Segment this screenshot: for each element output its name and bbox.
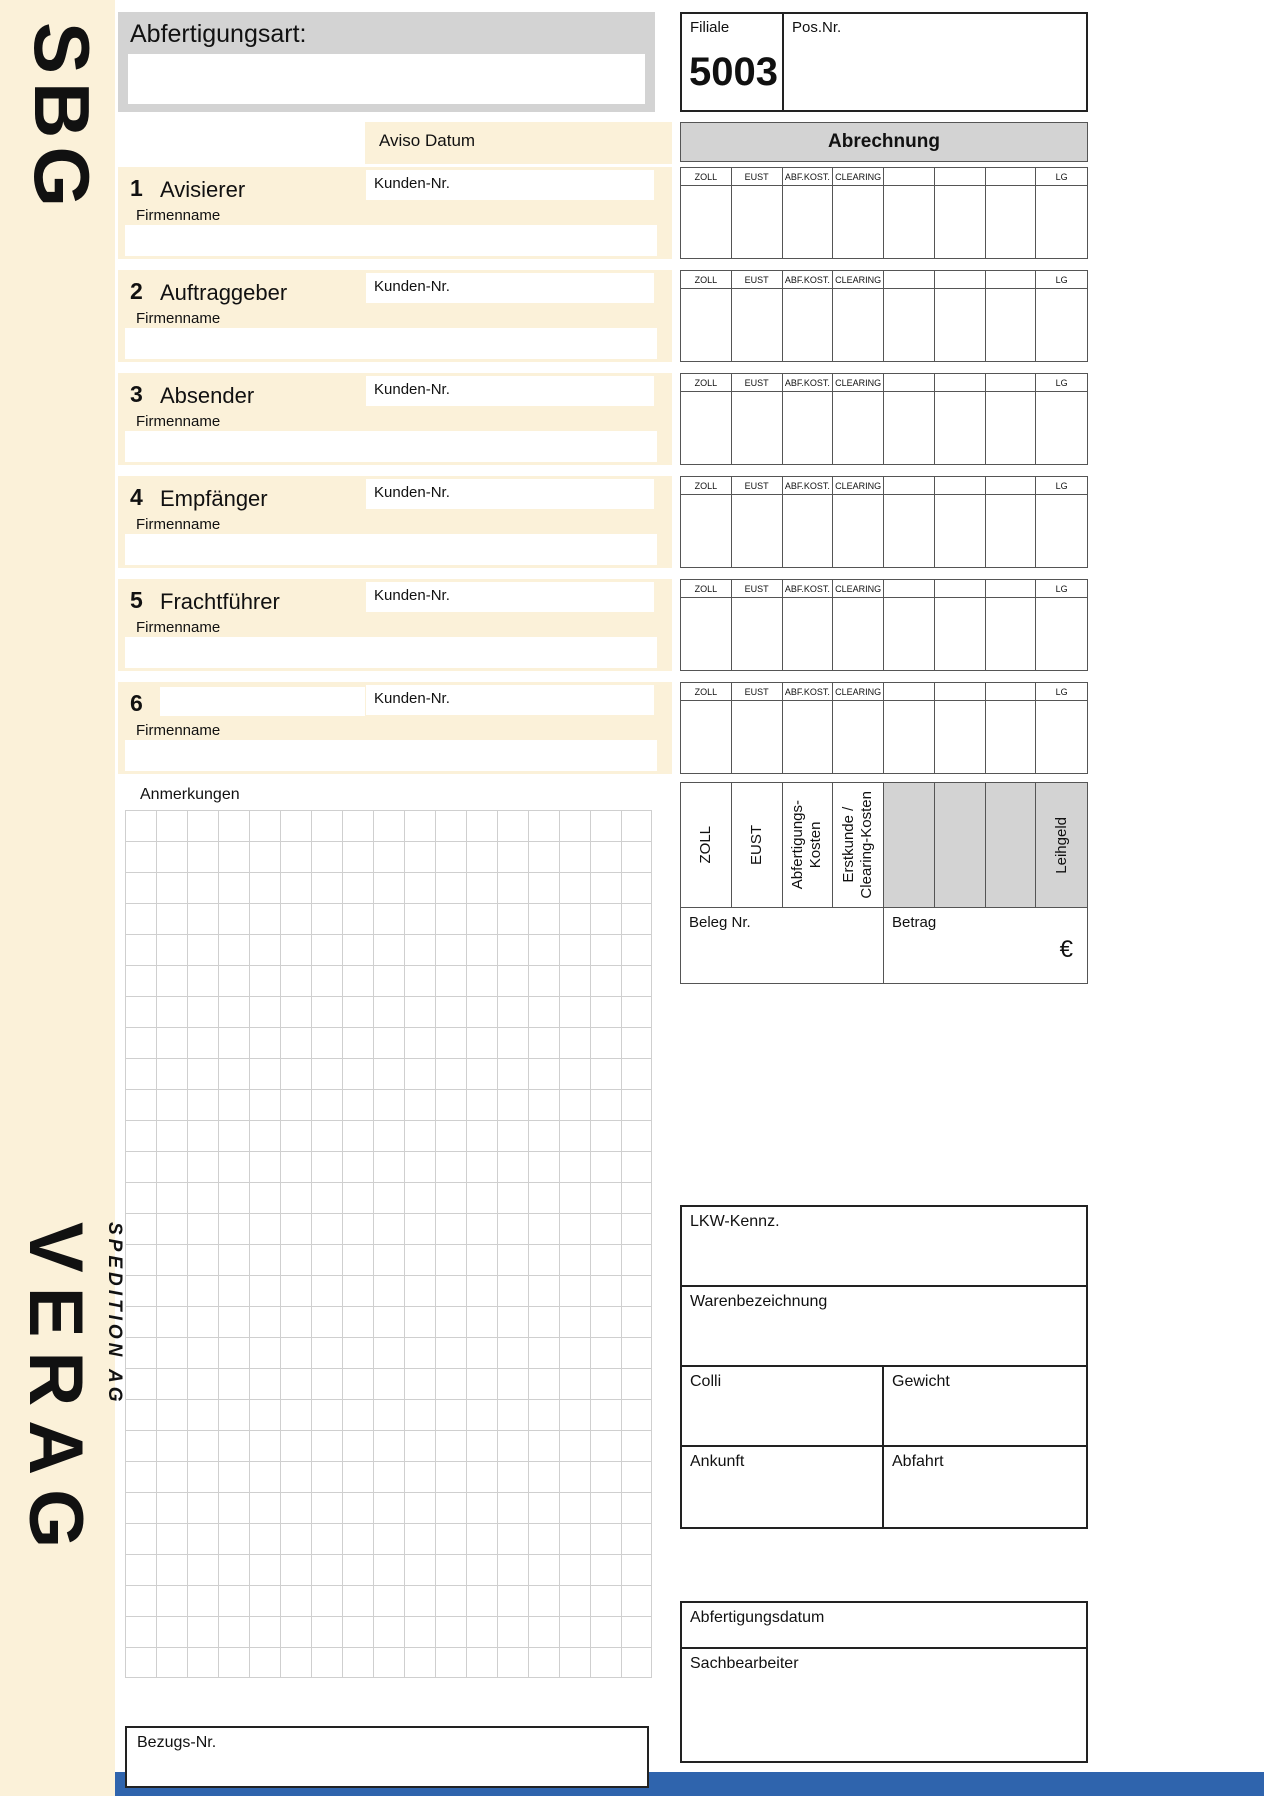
abrechnung-row-table [680,167,1088,259]
abfertigungskosten-label-line2: Kosten [807,821,825,869]
col-blank [986,477,1037,495]
eust-vertical-label: EUST [747,824,765,865]
amount-cell[interactable] [935,701,986,773]
col-blank [986,168,1037,186]
verag-title: VERAG [13,1222,98,1563]
party-name-label: Avisierer [160,177,246,202]
summary-col-blank [935,783,986,907]
amount-cell[interactable] [986,289,1037,361]
kunden-nr-input[interactable] [366,479,654,509]
firmenname-label: Firmenname [136,207,221,224]
col-blank [986,580,1037,598]
summary-col-blank [884,783,935,907]
filiale-cell [682,14,784,110]
amount-cell[interactable] [935,392,986,464]
kunden-nr-label: Kunden-Nr. [374,175,450,192]
filiale-label: Filiale [690,19,730,36]
party-number: 3 [130,381,143,407]
col-lg: LG [1036,374,1087,392]
amount-cell[interactable] [833,598,884,670]
abfahrt-label: Abfahrt [892,1453,944,1470]
col-zoll: ZOLL [681,580,732,598]
amount-cell[interactable] [833,701,884,773]
col-blank [884,374,935,392]
ankunft-abfahrt-row [682,1447,1086,1527]
party-section-frachtfuehrer [118,579,1088,671]
firmenname-input[interactable] [125,534,657,565]
erstkunde-label-line1: Erstkunde / [840,807,858,883]
abrechnung-row-table [680,476,1088,568]
party-section-empfaenger [118,476,1088,568]
party-panel [118,167,672,259]
amount-cell[interactable] [833,392,884,464]
col-zoll: ZOLL [681,271,732,289]
amount-cell[interactable] [986,495,1037,567]
abrechnung-row-table [680,373,1088,465]
amount-cell[interactable] [732,598,783,670]
amount-cell[interactable] [783,186,834,258]
firmenname-input[interactable] [125,740,657,771]
firmenname-label: Firmenname [136,413,221,430]
amount-cell[interactable] [783,289,834,361]
col-clearing: CLEARING [833,580,884,598]
firmenname-label: Firmenname [136,619,221,636]
ankunft-input[interactable] [682,1447,884,1527]
ankunft-label: Ankunft [690,1453,745,1470]
col-eust: EUST [732,580,783,598]
amount-cell[interactable] [732,392,783,464]
amount-cell[interactable] [1036,701,1087,773]
colli-label: Colli [690,1373,722,1390]
aviso-datum-field[interactable] [365,122,672,164]
abrechnung-row-table [680,270,1088,362]
amount-cell[interactable] [681,392,732,464]
amount-cell[interactable] [884,495,935,567]
col-blank [884,477,935,495]
firmenname-label: Firmenname [136,310,221,327]
col-clearing: CLEARING [833,477,884,495]
amount-cell[interactable] [833,289,884,361]
summary-col-blank [986,783,1037,907]
col-clearing: CLEARING [833,168,884,186]
kunden-nr-input[interactable] [366,685,654,715]
amount-cell[interactable] [884,701,935,773]
col-eust: EUST [732,374,783,392]
gewicht-label: Gewicht [892,1373,950,1390]
betrag-input[interactable] [884,908,1087,983]
bezugs-nr-input[interactable] [125,1726,649,1788]
amount-cell[interactable] [732,186,783,258]
col-abfkost: ABF.KOST. [783,271,834,289]
amount-cell[interactable] [732,495,783,567]
filiale-posnr-box [680,12,1088,112]
party-name-label: Frachtführer [160,589,280,614]
amount-cell[interactable] [681,289,732,361]
beleg-betrag-row [680,907,1088,984]
firmenname-input[interactable] [125,637,657,668]
col-zoll: ZOLL [681,477,732,495]
kunden-nr-label: Kunden-Nr. [374,381,450,398]
summary-col-leihgeld [1036,783,1087,907]
abfertigungsdatum-input[interactable] [682,1603,1086,1649]
col-blank [884,683,935,701]
zoll-vertical-label: ZOLL [696,826,714,864]
beleg-nr-input[interactable] [681,908,884,983]
abrechnung-row-table [680,682,1088,774]
firmenname-input[interactable] [125,328,657,359]
filiale-value: 5003 [689,50,778,94]
amount-cell[interactable] [681,598,732,670]
abfahrt-input[interactable] [884,1447,1086,1527]
gewicht-input[interactable] [884,1367,1086,1445]
firmenname-label: Firmenname [136,516,221,533]
amount-cell[interactable] [935,289,986,361]
col-blank [935,271,986,289]
col-lg: LG [1036,271,1087,289]
amount-cell[interactable] [935,186,986,258]
col-clearing: CLEARING [833,683,884,701]
amount-cell[interactable] [783,495,834,567]
amount-cell[interactable] [681,495,732,567]
party-section-absender [118,373,1088,465]
col-blank [935,580,986,598]
party-section-auftraggeber [118,270,1088,362]
col-lg: LG [1036,168,1087,186]
abrechnung-header: Abrechnung [680,122,1088,162]
amount-cell[interactable] [986,392,1037,464]
col-eust: EUST [732,683,783,701]
col-blank [884,271,935,289]
posnr-input[interactable] [784,14,1086,110]
abfertigungsart-label: Abfertigungsart: [130,20,307,48]
col-lg: LG [1036,477,1087,495]
shipment-details-box [680,1205,1088,1529]
col-eust: EUST [732,477,783,495]
party-name-label: Auftraggeber [160,280,288,305]
anmerkungen-label: Anmerkungen [140,786,240,803]
col-zoll: ZOLL [681,168,732,186]
anmerkungen-grid-area[interactable] [125,810,652,1678]
abfertigungsart-section [118,12,655,112]
sachbearbeiter-label: Sachbearbeiter [690,1655,799,1672]
amount-cell[interactable] [884,598,935,670]
col-blank [935,374,986,392]
bezugs-nr-label: Bezugs-Nr. [137,1734,217,1751]
warenbezeichnung-input[interactable] [682,1287,1086,1367]
col-zoll: ZOLL [681,683,732,701]
verag-subtitle: SPEDITION AG [104,1222,125,1406]
amount-cell[interactable] [884,186,935,258]
party-section-6 [118,682,1088,774]
beleg-nr-label: Beleg Nr. [689,914,751,931]
summary-col-eust [732,783,783,907]
amount-cell[interactable] [783,392,834,464]
amount-cell[interactable] [986,701,1037,773]
party-section-avisierer [118,167,1088,259]
firmenname-input[interactable] [125,431,657,462]
col-blank [986,271,1037,289]
kunden-nr-label: Kunden-Nr. [374,278,450,295]
party-panel [118,682,672,774]
amount-cell[interactable] [732,701,783,773]
colli-input[interactable] [682,1367,884,1445]
amount-cell[interactable] [884,289,935,361]
col-eust: EUST [732,271,783,289]
col-abfkost: ABF.KOST. [783,683,834,701]
abfertigungskosten-label-line1: Abfertigungs- [789,800,807,890]
party-name-input[interactable] [160,687,365,716]
amount-cell[interactable] [681,186,732,258]
warenbezeichnung-label: Warenbezeichnung [690,1293,828,1310]
amount-cell[interactable] [986,598,1037,670]
amount-cell[interactable] [833,495,884,567]
summary-col-clearingkosten [833,783,884,907]
kunden-nr-label: Kunden-Nr. [374,587,450,604]
amount-cell[interactable] [1036,392,1087,464]
col-blank [935,168,986,186]
kunden-nr-input[interactable] [366,170,654,200]
amount-cell[interactable] [935,598,986,670]
kunden-nr-label: Kunden-Nr. [374,484,450,501]
posnr-label: Pos.Nr. [792,19,842,36]
leihgeld-vertical-label: Leihgeld [1052,816,1070,874]
kunden-nr-label: Kunden-Nr. [374,690,450,707]
kunden-nr-input[interactable] [366,376,654,406]
col-blank [986,374,1037,392]
amount-cell[interactable] [681,701,732,773]
lkw-kennz-label: LKW-Kennz. [690,1213,780,1230]
col-lg: LG [1036,580,1087,598]
amount-cell[interactable] [986,186,1037,258]
col-abfkost: ABF.KOST. [783,374,834,392]
summary-col-abfertigungskosten [783,783,834,907]
party-number: 6 [130,690,143,716]
col-blank [884,580,935,598]
clearingkosten-label-line2: Clearing-Kosten [858,791,876,899]
clerk-box [680,1601,1088,1763]
party-number: 4 [130,484,143,510]
party-panel [118,270,672,362]
abfertigungsdatum-label: Abfertigungsdatum [690,1609,825,1626]
betrag-label: Betrag [892,914,937,931]
amount-cell[interactable] [783,598,834,670]
cost-summary-table [680,782,1088,908]
amount-cell[interactable] [732,289,783,361]
amount-cell[interactable] [1036,598,1087,670]
amount-cell[interactable] [1036,495,1087,567]
party-panel [118,476,672,568]
col-blank [935,477,986,495]
sachbearbeiter-input[interactable] [682,1649,1086,1761]
col-blank [986,683,1037,701]
col-zoll: ZOLL [681,374,732,392]
firmenname-label: Firmenname [136,722,221,739]
party-name-label: Absender [160,383,255,408]
firmenname-input[interactable] [125,225,657,256]
col-blank [935,683,986,701]
aviso-datum-label: Aviso Datum [379,131,476,150]
colli-gewicht-row [682,1367,1086,1447]
amount-cell[interactable] [1036,289,1087,361]
sbg-logo: SBG [18,22,106,216]
amount-cell[interactable] [783,701,834,773]
party-panel [118,579,672,671]
euro-sign: € [1059,936,1073,963]
summary-col-zoll [681,783,732,907]
col-clearing: CLEARING [833,374,884,392]
col-clearing: CLEARING [833,271,884,289]
party-name-label: Empfänger [160,486,268,511]
kunden-nr-input[interactable] [366,273,654,303]
abrechnung-row-table [680,579,1088,671]
party-number: 2 [130,278,143,304]
lkw-kennz-input[interactable] [682,1207,1086,1287]
amount-cell[interactable] [833,186,884,258]
party-panel [118,373,672,465]
col-blank [884,168,935,186]
party-number: 5 [130,587,143,613]
verag-logo [12,1222,125,1562]
amount-cell[interactable] [1036,186,1087,258]
kunden-nr-input[interactable] [366,582,654,612]
amount-cell[interactable] [935,495,986,567]
col-lg: LG [1036,683,1087,701]
col-eust: EUST [732,168,783,186]
amount-cell[interactable] [884,392,935,464]
col-abfkost: ABF.KOST. [783,477,834,495]
col-abfkost: ABF.KOST. [783,168,834,186]
party-number: 1 [130,175,143,201]
col-abfkost: ABF.KOST. [783,580,834,598]
abfertigungsart-input[interactable] [128,54,645,104]
